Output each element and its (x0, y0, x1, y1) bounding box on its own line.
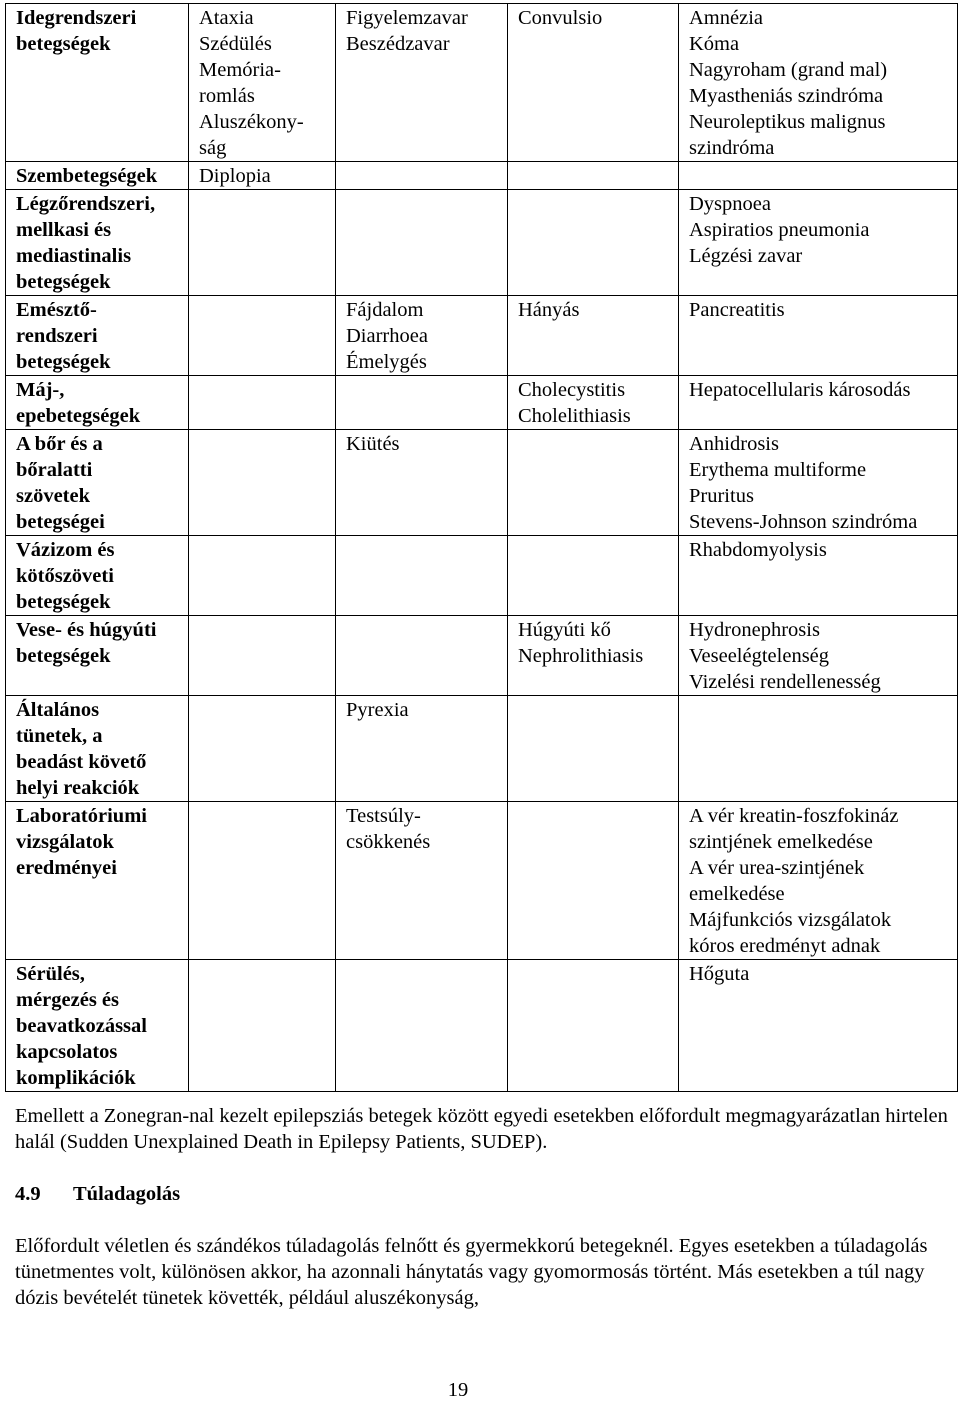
frequency-cell (679, 162, 958, 190)
frequency-cell: Figyelemzavar Beszédzavar (336, 4, 508, 162)
frequency-cell: Kiütés (336, 430, 508, 536)
frequency-cell: Hydronephrosis Veseelégtelenség Vizelési rendellenesség (679, 616, 958, 696)
table-row (6, 162, 958, 190)
overdose-paragraph: Előfordult véletlen és szándékos túladagolás felnőtt és gyermekkorú betegeknél. Egyes esetekben a túladagolás tünetmentes volt, különösen akkor, ha azonnali hánytatás vagy gyomormosás történt. Más esetekben a túl nagy dózis bevételét tünetek követték, például aluszékonyság, (15, 1235, 928, 1309)
sudep-paragraph: Emellett a Zonegran-nal kezelt epilepsziás betegek között egyedi esetekben előfordult megmagyarázatlan hirtelen halál (Sudden Unexplained Death in Epilepsy Patients, SUDEP). (15, 1105, 948, 1153)
frequency-cell (189, 536, 336, 616)
frequency-cell: Cholecystitis Cholelithiasis (508, 376, 679, 430)
system-organ-class-cell: Laboratóriumi vizsgálatok eredményei (6, 802, 189, 960)
frequency-cell (336, 162, 508, 190)
table-row (6, 616, 958, 696)
frequency-cell (189, 190, 336, 296)
frequency-cell (508, 802, 679, 960)
table-row (6, 536, 958, 616)
frequency-cell: A vér kreatin-foszfokináz szintjének emelkedése A vér urea-szintjének emelkedése Májfunkciós vizsgálatok kóros eredményt adnak (679, 802, 958, 960)
frequency-cell (679, 696, 958, 802)
frequency-cell (189, 376, 336, 430)
frequency-cell (189, 296, 336, 376)
frequency-cell (508, 536, 679, 616)
table-row (6, 696, 958, 802)
frequency-cell (189, 960, 336, 1092)
system-organ-class-cell: Légzőrendszeri, mellkasi és mediastinalis betegségek (6, 190, 189, 296)
frequency-cell: Ataxia Szédülés Memória- romlás Aluszékony- ság (189, 4, 336, 162)
section-heading (15, 1181, 180, 1207)
system-organ-class-cell: Általános tünetek, a beadást követő helyi reakciók (6, 696, 189, 802)
system-organ-class-cell: Vázizom és kötőszöveti betegségek (6, 536, 189, 616)
table-row (6, 376, 958, 430)
table-row (6, 430, 958, 536)
frequency-cell: Amnézia Kóma Nagyroham (grand mal) Myastheniás szindróma Neuroleptikus malignus szindróma (679, 4, 958, 162)
frequency-cell: Pancreatitis (679, 296, 958, 376)
frequency-cell (336, 960, 508, 1092)
frequency-cell: Anhidrosis Erythema multiforme Pruritus Stevens-Johnson szindróma (679, 430, 958, 536)
table-row (6, 190, 958, 296)
frequency-cell (508, 430, 679, 536)
frequency-cell: Hőguta (679, 960, 958, 1092)
frequency-cell (508, 696, 679, 802)
table-row (6, 802, 958, 960)
frequency-cell: Fájdalom Diarrhoea Émelygés (336, 296, 508, 376)
section-number: 4.9 (15, 1183, 41, 1205)
table-row (6, 296, 958, 376)
system-organ-class-cell: Sérülés, mérgezés és beavatkozással kapcsolatos komplikációk (6, 960, 189, 1092)
frequency-cell (189, 802, 336, 960)
table-row (6, 4, 958, 162)
system-organ-class-cell: Szembetegségek (6, 162, 189, 190)
system-organ-class-cell: Vese- és húgyúti betegségek (6, 616, 189, 696)
frequency-cell (336, 376, 508, 430)
frequency-cell (508, 162, 679, 190)
system-organ-class-cell: A bőr és a bőralatti szövetek betegségei (6, 430, 189, 536)
adverse-reactions-table (5, 3, 958, 1092)
page-number: 19 (447, 1379, 469, 1401)
frequency-cell: Hányás (508, 296, 679, 376)
frequency-cell: Hepatocellularis károsodás (679, 376, 958, 430)
frequency-cell (508, 190, 679, 296)
table-row (6, 960, 958, 1092)
frequency-cell: Diplopia (189, 162, 336, 190)
frequency-cell (508, 960, 679, 1092)
frequency-cell (189, 616, 336, 696)
section-title: Túladagolás (73, 1183, 181, 1205)
frequency-cell (336, 190, 508, 296)
frequency-cell (189, 430, 336, 536)
system-organ-class-cell: Máj-, epebetegségek (6, 376, 189, 430)
frequency-cell (189, 696, 336, 802)
frequency-cell (336, 536, 508, 616)
frequency-cell: Pyrexia (336, 696, 508, 802)
frequency-cell: Húgyúti kő Nephrolithiasis (508, 616, 679, 696)
frequency-cell: Rhabdomyolysis (679, 536, 958, 616)
frequency-cell: Dyspnoea Aspiratios pneumonia Légzési zavar (679, 190, 958, 296)
system-organ-class-cell: Emésztő- rendszeri betegségek (6, 296, 189, 376)
system-organ-class-cell: Idegrendszeri betegségek (6, 4, 189, 162)
frequency-cell: Convulsio (508, 4, 679, 162)
frequency-cell (336, 616, 508, 696)
frequency-cell: Testsúly- csökkenés (336, 802, 508, 960)
